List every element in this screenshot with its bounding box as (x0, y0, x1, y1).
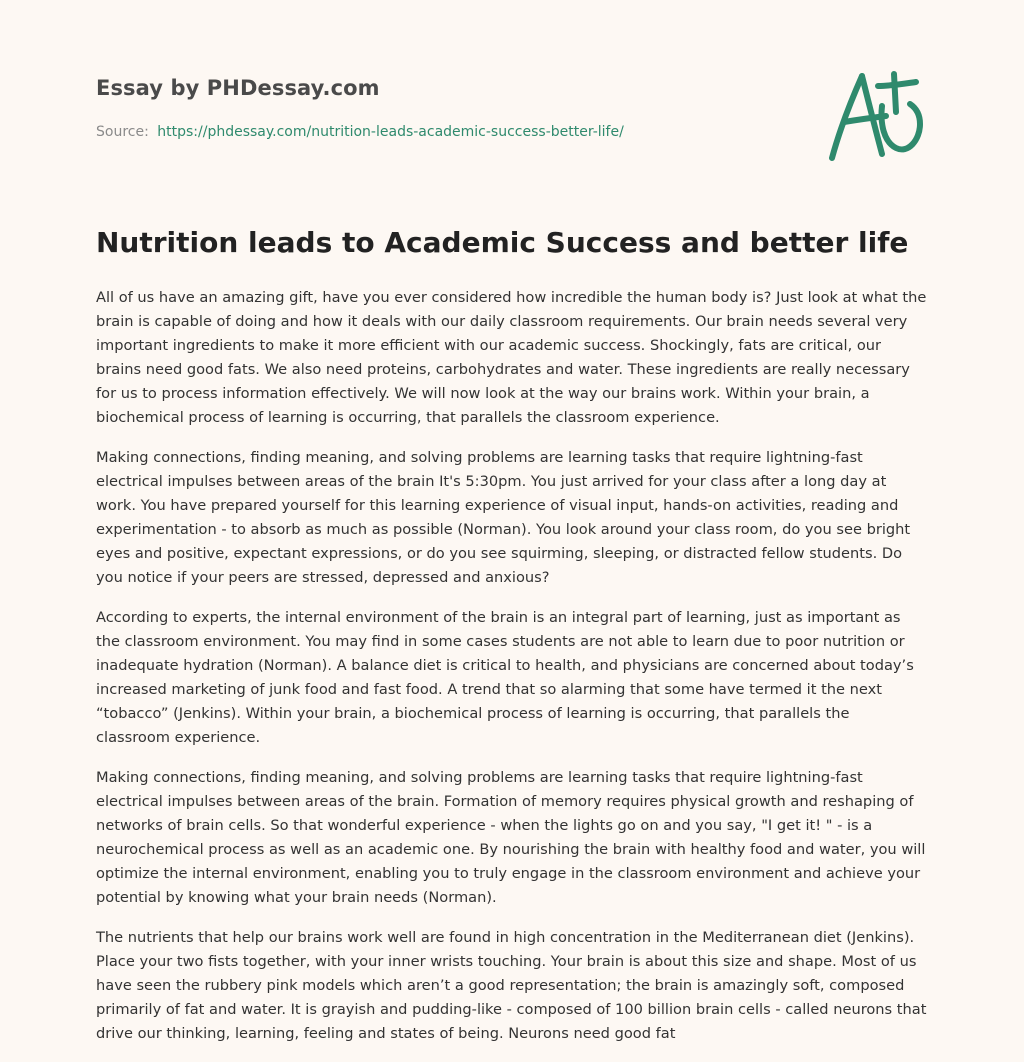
source-link[interactable]: https://phdessay.com/nutrition-leads-academic-success-better-life/ (157, 124, 624, 140)
essay-paragraph-3: According to experts, the internal environment of the brain is an integral part of learning, just as important as the classroom environment. You may find in some cases students are not able to learn due to poor nutrition or inadequate hydration (Norman). A balance diet is critical to health, and physicians are concerned about today’s increased marketing of junk food and fast food. A trend that so alarming that some have termed it the next “tobacco” (Jenkins). Within your brain, a biochemical process of learning is occurring, that parallels the classroom experience. (96, 609, 914, 746)
essay-paragraph-5: The nutrients that help our brains work well are found in high concentration in the Mediterranean diet (Jenkins). Place your two fists together, with your inner wrists touching. Your brain is about this size and shape. Most of us have seen the rubbery pink models which aren’t a good representation; the brain is amazingly soft, composed primarily of fat and water. It is grayish and pudding-like - composed of 100 billion brain cells - called neurons that drive our thinking, learning, feeling and states of being. Neurons need good fat (96, 929, 927, 1042)
source-line (96, 124, 624, 140)
grade-a-plus-icon (824, 66, 928, 168)
site-brand: Essay by PHDessay.com (96, 76, 380, 100)
source-label: Source: (96, 124, 149, 140)
essay-paragraph-4: Making connections, finding meaning, and solving problems are learning tasks that require lightning-fast electrical impulses between areas of the brain. Formation of memory requires physical growth and reshaping of networks of brain cells. So that wonderful experience - when the lights go on and you say, "I get it! " - is a neurochemical process as well as an academic one. By nourishing the brain with healthy food and water, you will optimize the internal environment, enabling you to truly engage in the classroom environment and achieve your potential by knowing what your brain needs (Norman). (96, 769, 926, 906)
essay-title: Nutrition leads to Academic Success and better life (96, 226, 909, 259)
essay-content (96, 286, 928, 1062)
page-header (96, 0, 928, 180)
essay-paragraph-1: All of us have an amazing gift, have you ever considered how incredible the human body is? Just look at what the brain is capable of doing and how it deals with our daily classroom requirements. Our brain needs several very important ingredients to make it more efficient with our academic success. Shockingly, fats are critical, our brains need good fats. We also need proteins, carbohydrates and water. These ingredients are really necessary for us to process information effectively. We will now look at the way our brains work. Within your brain, a biochemical process of learning is occurring, that parallels the classroom experience. (96, 289, 927, 426)
essay-paragraph-2: Making connections, finding meaning, and solving problems are learning tasks that require lightning-fast electrical impulses between areas of the brain It's 5:30pm. You just arrived for your class after a long day at work. You have prepared yourself for this learning experience of visual input, hands-on activities, reading and experimentation - to absorb as much as possible (Norman). You look around your class room, do you see bright eyes and positive, expectant expressions, or do you see squirming, sleeping, or distracted fellow students. Do you notice if your peers are stressed, depressed and anxious? (96, 449, 911, 586)
